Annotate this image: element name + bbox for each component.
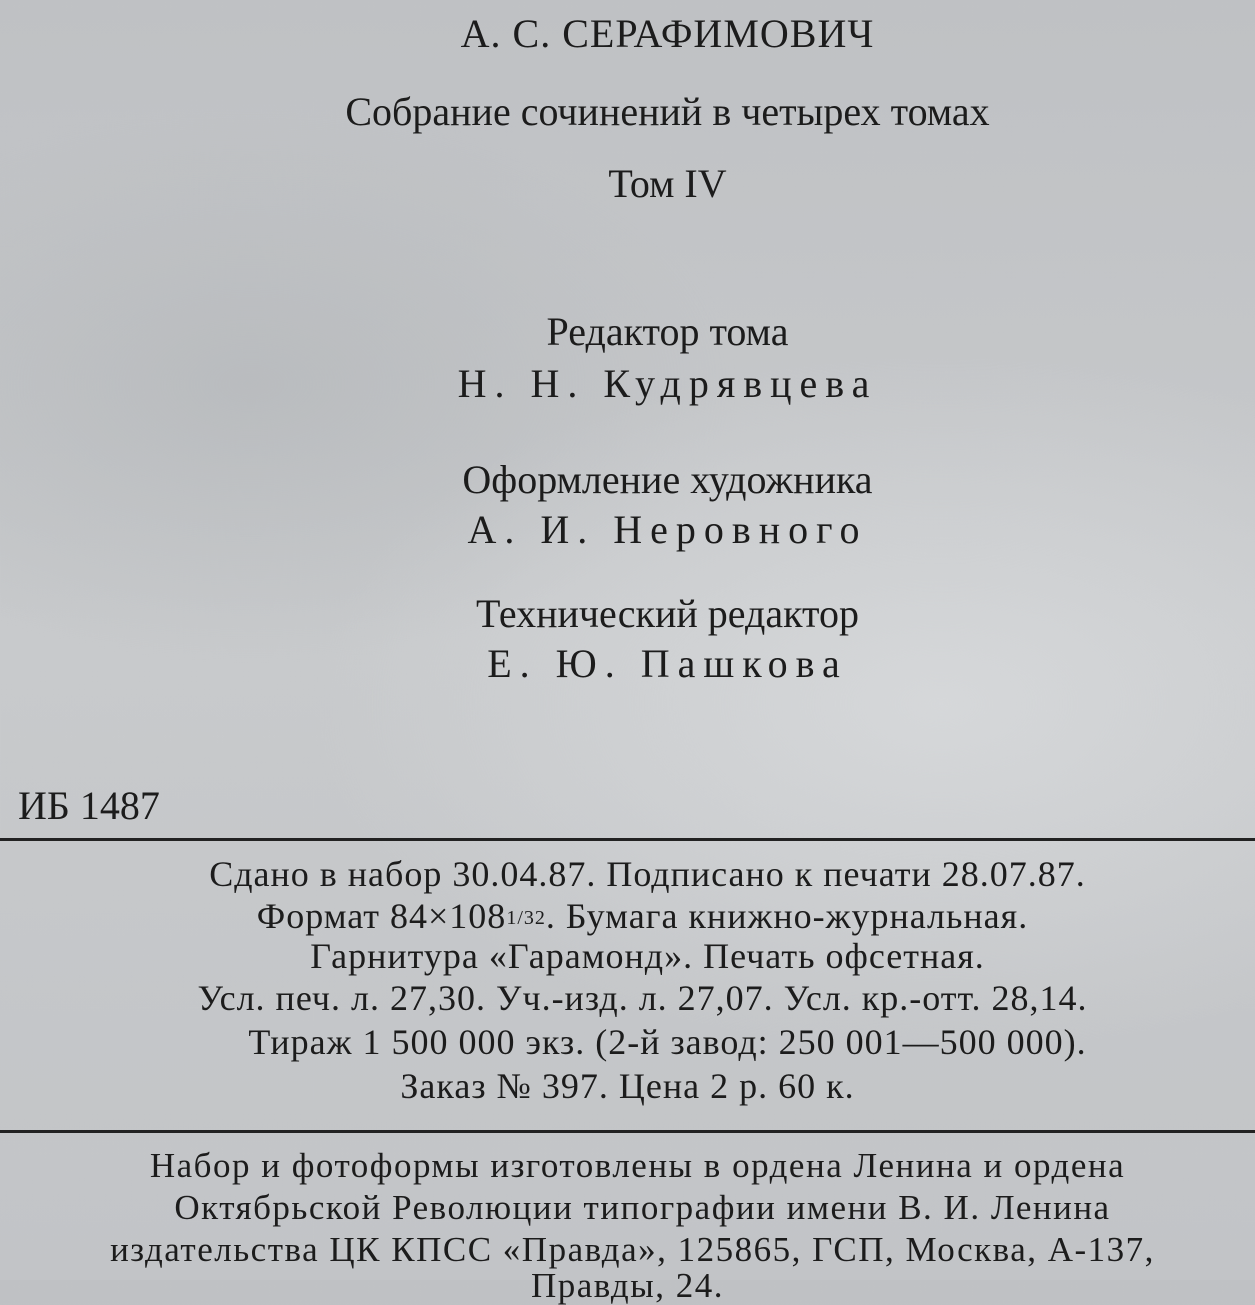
credit-role-editor: Редактор тома [546, 309, 789, 354]
paper-type: . Бумага книжно-журнальная. [545, 896, 1029, 936]
collection-title: Собрание сочинений в четырех томах [345, 89, 990, 134]
imprint-line-order-price: Заказ № 397. Цена 2 р. 60 к. [400, 1066, 855, 1106]
imprint-line-print-run: Тираж 1 500 000 экз. (2-й завод: 250 001—500 000). [248, 1022, 1087, 1062]
format-fraction: 1/32 [506, 907, 546, 929]
imprint-line-dates: Сдано в набор 30.04.87. Подписано к печати 28.07.87. [209, 854, 1086, 894]
divider-bottom [0, 1130, 1255, 1133]
printer-line-1: Набор и фотоформы изготовлены в ордена Ленина и ордена [149, 1146, 1126, 1185]
author-name: А. С. СЕРАФИМОВИЧ [460, 11, 875, 56]
printer-line-3: издательства ЦК КПСС «Правда», 125865, ГСП, Москва, А-137, [110, 1230, 1155, 1269]
divider-top [0, 838, 1255, 841]
imprint-line-format [0, 898, 1255, 934]
credit-name-artist: А. И. Неровного [467, 507, 868, 552]
credit-name-tech-editor: Е. Ю. Пашкова [487, 641, 848, 686]
format-size: Формат 84×108 [256, 896, 507, 936]
ib-number: ИБ 1487 [18, 783, 160, 828]
credit-role-artist: Оформление художника [462, 457, 873, 502]
imprint-line-typeface: Гарнитура «Гарамонд». Печать офсетная. [310, 936, 985, 976]
printer-line-2: Октябрьской Революции типографии имени В. И. Ленина [174, 1188, 1111, 1227]
volume-number: Том IV [608, 161, 727, 206]
printer-line-4: Правды, 24. [530, 1266, 725, 1305]
credit-name-editor: Н. Н. Кудрявцева [457, 361, 878, 406]
imprint-line-sheets: Усл. печ. л. 27,30. Уч.-изд. л. 27,07. Усл. кр.-отт. 28,14. [197, 978, 1088, 1018]
credit-role-tech-editor: Технический редактор [475, 591, 859, 636]
